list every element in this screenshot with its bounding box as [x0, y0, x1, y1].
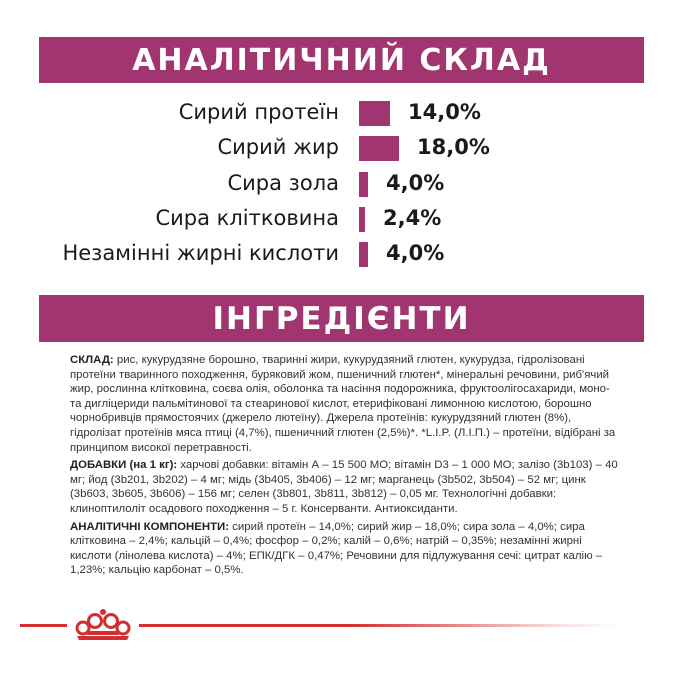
analysis-row — [0, 97, 682, 131]
analysis-row-value: 18,0% — [417, 135, 490, 159]
ingredients-title-banner — [39, 295, 644, 342]
analysis-row-label: Сира зола — [227, 171, 339, 195]
composition-paragraph — [70, 353, 618, 455]
analysis-row-value: 14,0% — [408, 100, 481, 124]
components-label: АНАЛІТИЧНІ КОМПОНЕНТИ: — [70, 520, 230, 533]
ingredients-text — [70, 353, 618, 581]
composition-text: рис, кукурудзяне борошно, тваринні жири, кукурудзяний глютен, кукурудза, гідролізовані протеїни тваринного походження, буряковий жом, пшеничний глютен*, мінеральні речовини, риб'ячий жир, рослинна клітковина, соєва олія, оболонка та насіння подорожника, фруктоолігосахариди, моно- та дигліцериди пальмітинової та стеаринової кислот, етерифіковані лимонною кислотою, борошно чорнобривців прямостоячих (джерело лютеїну). Джерела протеїнів: кукурудзяний глютен (8%), гідролізат протеїнів мяса птиці (4,7%), пшеничний глютен (2,5%)*. *L.I.P. (Л.І.П.) – протеїни, відібрані за принципом високої перетравності. — [70, 354, 616, 454]
components-text: сирий протеїн – 14,0%; сирий жир – 18,0%; сира зола – 4,0%; сира клітковина – 2,4%; кальцій – 0,4%; фосфор – 0,2%; калій – 0,6%; натрій – 0,35%; незамінні жирні кислоти (лінолева кислота) – 4%; ЕПК/ДГК – 0,47%; Речовини для підлужування сечі: цитрат калію – 1,23%; кальцію карбонат – 0,5%. — [70, 520, 603, 577]
analysis-title: АНАЛІТИЧНИЙ СКЛАД — [132, 43, 551, 78]
analysis-row-label: Незамінні жирні кислоти — [62, 241, 339, 265]
analysis-row-label: Сира клітковина — [155, 206, 339, 230]
analysis-row-value: 2,4% — [383, 206, 442, 230]
analysis-row-bar — [359, 136, 399, 161]
analysis-row — [0, 132, 682, 166]
analysis-title-banner — [39, 37, 644, 83]
analysis-row — [0, 168, 682, 202]
analysis-row-value: 4,0% — [386, 171, 445, 195]
additives-label: ДОБАВКИ (на 1 кг): — [70, 459, 178, 472]
analysis-row-bar — [359, 172, 368, 197]
analysis-row-bar — [359, 207, 365, 232]
additives-text: харчові добавки: вітамін А – 15 500 МО; вітамін D3 – 1 000 МО; залізо (3b103) – 40 мг; йод (3b201, 3b202) – 4 мг; мідь (3b405, 3b406) – 12 мг; марганець (3b502, 3b504) – 52 мг; цинк (3b603, 3b605, 3b606) – 156 мг; селен (3b801, 3b811, 3b812) – 0,05 мг. Технологічні добавки: клиноптилоліт осадового походження – 5 г. Консерванти. Антиоксиданти. — [70, 459, 618, 515]
analysis-row — [0, 203, 682, 237]
analysis-row — [0, 238, 682, 272]
additives-paragraph — [70, 458, 618, 516]
analysis-row-label: Сирий протеїн — [178, 100, 339, 124]
ingredients-title: ІНГРЕДІЄНТИ — [212, 301, 471, 337]
composition-label: СКЛАД: — [70, 354, 114, 366]
royal-canin-crown-icon — [67, 604, 139, 644]
analysis-row-value: 4,0% — [386, 241, 445, 265]
analysis-row-bar — [359, 101, 390, 126]
analysis-row-bar — [359, 242, 368, 267]
analysis-row-label: Сирий жир — [217, 135, 339, 159]
components-paragraph — [70, 520, 618, 578]
